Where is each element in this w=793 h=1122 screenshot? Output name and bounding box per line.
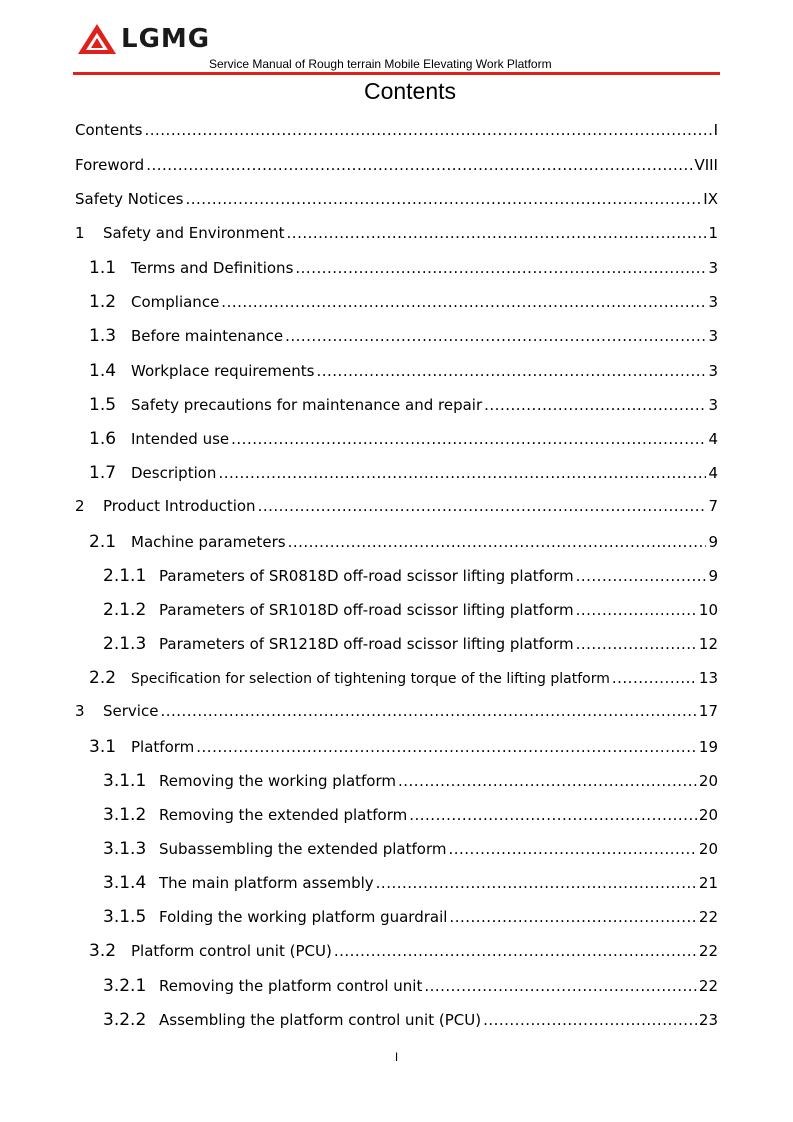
toc-entry-number: 3.1.4 [103,873,147,893]
toc-entry-title: Parameters of SR1218D off-road scissor lifting platform [159,635,574,653]
leader-dots [398,772,697,790]
toc-entry-3-2-2[interactable] [103,1010,718,1030]
toc-entry-page: 9 [708,567,718,585]
toc-entry-title: The main platform assembly [159,874,374,892]
toc-entry-page: 9 [708,533,718,551]
leader-dots [483,1011,697,1029]
toc-entry-2[interactable] [75,497,718,517]
toc-entry-title: Safety and Environment [103,224,285,242]
toc-entry-title: Product Introduction [103,497,256,515]
toc-entry-number: 1.4 [89,361,117,381]
toc-entry-title: Safety Notices [75,190,184,208]
toc-entry-3-2[interactable] [89,941,718,961]
toc-entry-number: 2.1.1 [103,566,147,586]
toc-entry-3-2-1[interactable] [103,976,718,996]
toc-entry-foreword[interactable] [75,156,718,176]
toc-entry-title: Workplace requirements [131,362,315,380]
toc-entry-page: 19 [698,738,718,756]
toc-entry-2-2[interactable] [89,668,718,688]
leader-dots [612,669,697,687]
toc-entry-page: 20 [698,806,718,824]
toc-entry-number: 3.1.3 [103,839,147,859]
toc-entry-page: 20 [698,772,718,790]
toc-entry-page: 10 [698,601,718,619]
toc-entry-number: 1.3 [89,326,117,346]
leader-dots [409,806,697,824]
toc-entry-title: Safety precautions for maintenance and repair [131,396,483,414]
toc-entry-1-7[interactable] [89,463,718,483]
toc-entry-title: Compliance [131,293,220,311]
toc-entry-title: Folding the working platform guardrail [159,908,448,926]
toc-entry-page: 12 [698,635,718,653]
page-number: I [394,1050,399,1064]
leader-dots [258,497,707,515]
toc-entry-3-1-2[interactable] [103,805,718,825]
toc-entry-page: 22 [698,942,718,960]
toc-entry-number: 1.6 [89,429,117,449]
toc-entry-page: 3 [708,327,718,345]
leader-dots [218,464,706,482]
toc-entry-title: Intended use [131,430,230,448]
toc-entry-1-3[interactable] [89,326,718,346]
leader-dots [295,259,706,277]
toc-entry-number: 2.1.3 [103,634,147,654]
leader-dots [144,121,711,139]
toc-entry-title: Description [131,464,217,482]
leader-dots [448,840,696,858]
toc-entry-title: Platform [131,738,195,756]
toc-entry-3-1-4[interactable] [103,873,718,893]
toc-entry-title: Removing the extended platform [159,806,408,824]
header-divider [73,72,720,75]
toc-entry-3-1-3[interactable] [103,839,718,859]
toc-entry-page: 21 [698,874,718,892]
leader-dots [160,702,696,720]
leader-dots [285,327,706,345]
toc-entry-number: 3.2 [89,941,117,961]
toc-entry-number: 3.1.5 [103,907,147,927]
manual-subtitle: Service Manual of Rough terrain Mobile Elevating Work Platform [209,57,552,71]
toc-entry-page: 7 [708,497,718,515]
toc-entry-page: 4 [708,430,718,448]
toc-entry-number: 2.1.2 [103,600,147,620]
toc-entry-page: VIII [694,156,718,174]
toc-entry-title: Parameters of SR0818D off-road scissor lifting platform [159,567,574,585]
toc-entry-title: Assembling the platform control unit (PCU) [159,1011,482,1029]
toc-entry-number: 1.7 [89,463,117,483]
toc-entry-title: Machine parameters [131,533,286,551]
toc-entry-number: 3.1.2 [103,805,147,825]
toc-entry-2-1-3[interactable] [103,634,718,654]
toc-entry-title: Foreword [75,156,145,174]
toc-entry-1-4[interactable] [89,361,718,381]
toc-entry-3-1[interactable] [89,737,718,757]
toc-entry-title: Removing the platform control unit [159,977,423,995]
leader-dots [576,635,697,653]
lgmg-triangle-logo-icon [77,23,117,55]
leader-dots [221,293,706,311]
toc-entry-page: I [713,121,718,139]
toc-entry-1-2[interactable] [89,292,718,312]
leader-dots [231,430,706,448]
toc-entry-3[interactable] [75,702,718,722]
toc-entry-page: 3 [708,259,718,277]
leader-dots [449,908,696,926]
toc-entry-1-5[interactable] [89,395,718,415]
toc-entry-title: Subassembling the extended platform [159,840,447,858]
toc-entry-title: Before maintenance [131,327,284,345]
toc-entry-number: 2.2 [89,668,117,688]
toc-entry-title: Service [103,702,159,720]
leader-dots [288,533,707,551]
toc-entry-3-1-5[interactable] [103,907,718,927]
toc-entry-page: 3 [708,293,718,311]
leader-dots [287,224,707,242]
page-title: Contents [363,78,457,104]
toc-entry-number: 3.2.1 [103,976,147,996]
toc-entry-3-1-1[interactable] [103,771,718,791]
toc-entry-page: 3 [708,396,718,414]
toc-entry-title: Platform control unit (PCU) [131,942,332,960]
toc-entry-page: 4 [708,464,718,482]
toc-entry-number: 3.2.2 [103,1010,147,1030]
leader-dots [316,362,706,380]
leader-dots [424,977,697,995]
leader-dots [146,156,692,174]
toc-entry-1[interactable] [75,224,718,244]
leader-dots [576,567,707,585]
toc-entry-number: 3 [75,702,85,720]
toc-entry-number: 1.5 [89,395,117,415]
toc-entry-title: Contents [75,121,143,139]
leader-dots [376,874,697,892]
toc-entry-page: 1 [708,224,718,242]
toc-entry-2-1[interactable] [89,532,718,552]
toc-entry-title: Removing the working platform [159,772,396,790]
toc-entry-number: 2.1 [89,532,117,552]
brand-logo [77,22,210,56]
leader-dots [186,190,702,208]
toc-entry-number: 1 [75,224,85,242]
toc-entry-page: 17 [698,702,718,720]
toc-entry-number: 1.1 [89,258,117,278]
toc-entry-title: Terms and Definitions [131,259,294,277]
leader-dots [484,396,706,414]
toc-entry-page: IX [703,190,718,208]
toc-entry-title: Parameters of SR1018D off-road scissor lifting platform [159,601,574,619]
toc-entry-number: 2 [75,497,85,515]
toc-entry-page: 20 [698,840,718,858]
toc-entry-page: 22 [698,977,718,995]
toc-entry-safety-notices[interactable] [75,190,718,210]
toc-entry-number: 3.1.1 [103,771,147,791]
toc-entry-number: 1.2 [89,292,117,312]
leader-dots [576,601,697,619]
toc-entry-number: 3.1 [89,737,117,757]
toc-entry-contents[interactable] [75,121,718,141]
toc-entry-2-1-2[interactable] [103,600,718,620]
toc-entry-page: 23 [698,1011,718,1029]
toc-entry-1-1[interactable] [89,258,718,278]
leader-dots [334,942,697,960]
toc-entry-title: Specification for selection of tightening torque of the lifting platform [131,671,610,687]
toc-entry-page: 13 [698,669,718,687]
leader-dots [196,738,697,756]
brand-name: LGMG [121,24,211,54]
toc-entry-2-1-1[interactable] [103,566,718,586]
toc-entry-1-6[interactable] [89,429,718,449]
toc-entry-page: 22 [698,908,718,926]
toc-entry-page: 3 [708,362,718,380]
